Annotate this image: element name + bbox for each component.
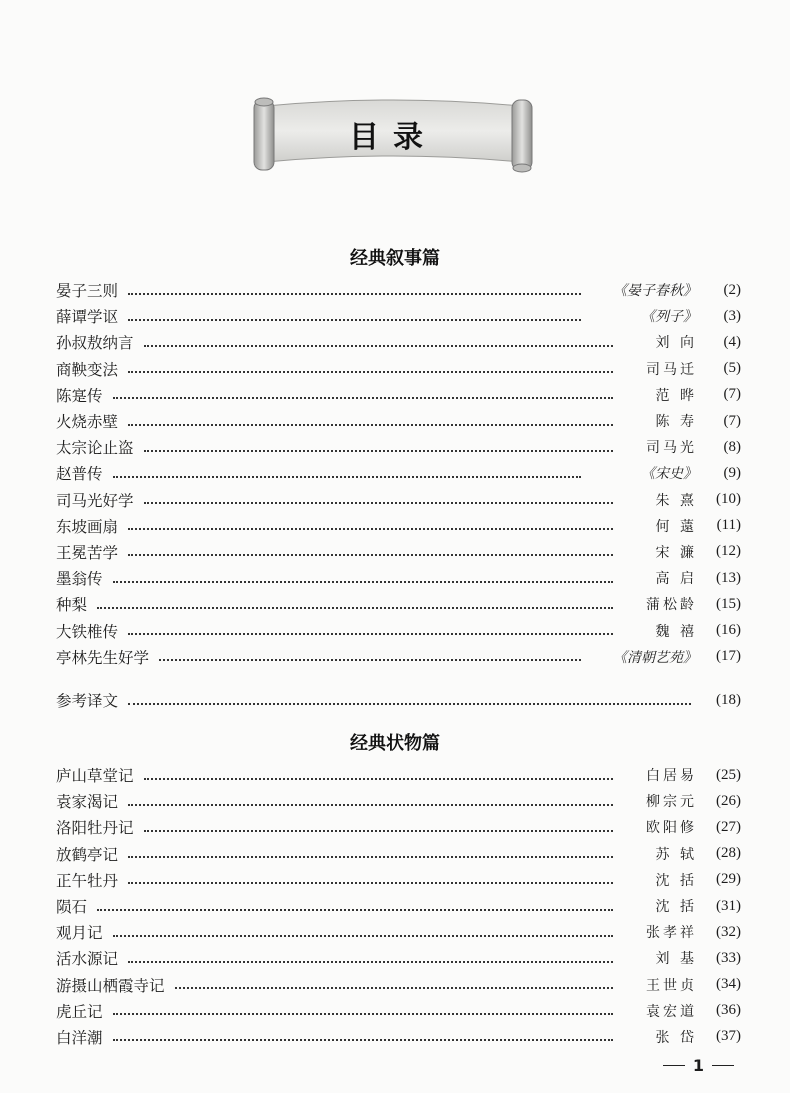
toc-row[interactable]: [56, 893, 741, 919]
toc-row[interactable]: [56, 788, 741, 814]
leader-dots: [128, 632, 613, 635]
toc-entry-title: 陈寔传: [56, 386, 103, 405]
toc-entry-page: (13): [716, 569, 741, 586]
toc-entry-author: 魏 禧: [655, 623, 697, 640]
toc-row[interactable]: [56, 841, 741, 867]
toc-entry-author: 《清朝艺苑》: [613, 649, 697, 666]
toc-entry-author: 朱 熹: [655, 492, 697, 509]
toc-entry-page: (3): [723, 307, 741, 324]
toc-entry-author: 张 岱: [655, 1029, 697, 1046]
toc-entry-page: (26): [716, 792, 741, 809]
toc-entry-title: 种梨: [56, 596, 88, 615]
toc-entry-author: 范 晔: [655, 387, 697, 404]
folio-dash-right: [712, 1065, 734, 1067]
toc-entry-author: 沈 括: [655, 899, 697, 916]
title-scroll-banner: [248, 92, 538, 178]
toc-entry-title: 放鹤亭记: [56, 845, 119, 864]
toc-row[interactable]: [56, 487, 741, 513]
toc-entry-author: 蒲松龄: [646, 597, 697, 614]
toc-row[interactable]: [56, 762, 741, 788]
toc-entry-title: 司马光好学: [56, 491, 134, 510]
toc-entry-title: 晏子三则: [56, 282, 119, 301]
toc-entry-title: 虎丘记: [56, 1002, 103, 1021]
leader-dots: [113, 475, 581, 478]
toc-list-narrative: [56, 277, 741, 670]
toc-entry-title: 王冕苦学: [56, 543, 119, 562]
toc-entry-page: (9): [723, 464, 741, 481]
leader-dots: [128, 318, 581, 321]
toc-entry-title: 东坡画扇: [56, 517, 119, 536]
leader-dots: [97, 908, 613, 911]
toc-list-descriptive: [56, 762, 741, 1050]
section-title-descriptive: 经典状物篇: [350, 733, 440, 754]
toc-entry-author: 《晏子春秋》: [613, 283, 697, 300]
toc-entry-author: 刘 基: [655, 951, 697, 968]
toc-entry-page: (37): [716, 1028, 741, 1045]
toc-entry-title: 正午牡丹: [56, 871, 119, 890]
toc-entry-title: 观月记: [56, 924, 103, 943]
toc-entry-title: 薛谭学讴: [56, 308, 119, 327]
toc-row[interactable]: [56, 303, 741, 329]
leader-dots: [128, 292, 581, 295]
toc-entry-author: 陈 寿: [655, 414, 697, 431]
toc-entry-title: 火烧赤壁: [56, 413, 119, 432]
toc-entry-author: 沈 括: [655, 872, 697, 889]
toc-row[interactable]: [56, 565, 741, 591]
toc-entry-title: 亭林先生好学: [56, 648, 150, 667]
leader-dots: [128, 855, 613, 858]
leader-dots: [128, 803, 613, 806]
toc-row[interactable]: [56, 277, 741, 303]
toc-entry-page: (11): [716, 517, 741, 534]
toc-entry-title: 袁家渴记: [56, 793, 119, 812]
toc-row[interactable]: [56, 329, 741, 355]
leader-dots: [128, 370, 613, 373]
toc-entry-page: (12): [716, 543, 741, 560]
toc-entry-author: 司马迁: [646, 361, 697, 378]
toc-row[interactable]: [56, 356, 741, 382]
toc-row[interactable]: [56, 591, 741, 617]
toc-entry-author: 欧阳修: [646, 820, 697, 837]
toc-row[interactable]: [56, 617, 741, 643]
leader-dots: [128, 423, 613, 426]
page-number: 1: [692, 1056, 704, 1075]
toc-row-reference[interactable]: [56, 687, 741, 713]
toc-row[interactable]: [56, 945, 741, 971]
toc-entry-author: 苏 轼: [655, 846, 697, 863]
leader-dots: [113, 580, 613, 583]
toc-entry-author: 袁宏道: [646, 1003, 697, 1020]
leader-dots: [113, 396, 613, 399]
toc-row[interactable]: [56, 460, 741, 486]
toc-entry-title: 白洋潮: [56, 1028, 103, 1047]
toc-entry-page: (18): [716, 691, 741, 708]
leader-dots: [128, 702, 691, 705]
toc-entry-title: 参考译文: [56, 692, 119, 711]
toc-row[interactable]: [56, 382, 741, 408]
toc-entry-title: 洛阳牡丹记: [56, 819, 134, 838]
toc-entry-page: (10): [716, 491, 741, 508]
toc-entry-author: 王世贞: [646, 977, 697, 994]
folio-dash-left: [663, 1065, 685, 1067]
toc-row[interactable]: [56, 972, 741, 998]
leader-dots: [128, 881, 613, 884]
section-title-narrative: 经典叙事篇: [350, 248, 440, 269]
toc-entry-author: 高 启: [655, 571, 697, 588]
toc-entry-page: (29): [716, 871, 741, 888]
toc-entry-page: (5): [723, 360, 741, 377]
page-folio: [663, 1056, 734, 1075]
toc-entry-author: 白居易: [646, 768, 697, 785]
leader-dots: [144, 829, 613, 832]
toc-entry-page: (34): [716, 976, 741, 993]
toc-row[interactable]: [56, 539, 741, 565]
toc-row[interactable]: [56, 434, 741, 460]
leader-dots: [144, 344, 613, 347]
toc-row[interactable]: [56, 867, 741, 893]
toc-entry-title: 大铁椎传: [56, 622, 119, 641]
toc-row[interactable]: [56, 919, 741, 945]
toc-entry-page: (31): [716, 897, 741, 914]
toc-entry-title: 陨石: [56, 898, 88, 917]
leader-dots: [128, 553, 613, 556]
toc-entry-page: (36): [716, 1002, 741, 1019]
toc-entry-page: (15): [716, 595, 741, 612]
toc-entry-page: (7): [723, 386, 741, 403]
toc-entry-title: 墨翁传: [56, 570, 103, 589]
toc-entry-page: (33): [716, 949, 741, 966]
toc-row[interactable]: [56, 513, 741, 539]
toc-entry-page: (4): [723, 333, 741, 350]
toc-entry-title: 活水源记: [56, 950, 119, 969]
leader-dots: [144, 501, 613, 504]
page-title: 目录: [349, 120, 437, 155]
toc-entry-author: 宋 濂: [655, 544, 697, 561]
toc-entry-title: 商鞅变法: [56, 360, 119, 379]
toc-entry-page: (32): [716, 923, 741, 940]
toc-entry-page: (7): [723, 412, 741, 429]
toc-entry-title: 庐山草堂记: [56, 767, 134, 786]
toc-entry-page: (8): [723, 438, 741, 455]
toc-row[interactable]: [56, 1024, 741, 1050]
toc-entry-title: 游摄山栖霞寺记: [56, 976, 165, 995]
leader-dots: [144, 449, 613, 452]
toc-row[interactable]: [56, 408, 741, 434]
toc-entry-title: 赵普传: [56, 465, 103, 484]
toc-entry-page: (2): [723, 281, 741, 298]
toc-entry-page: (27): [716, 818, 741, 835]
leader-dots: [175, 986, 613, 989]
toc-entry-page: (17): [716, 648, 741, 665]
toc-entry-author: 刘 向: [655, 335, 697, 352]
toc-entry-page: (25): [716, 766, 741, 783]
toc-entry-title: 孙叔敖纳言: [56, 334, 134, 353]
leader-dots: [113, 1038, 613, 1041]
leader-dots: [97, 606, 613, 609]
toc-row[interactable]: [56, 998, 741, 1024]
leader-dots: [113, 934, 613, 937]
toc-entry-page: (16): [716, 622, 741, 639]
toc-entry-page: (28): [716, 845, 741, 862]
toc-entry-author: 司马光: [646, 440, 697, 457]
leader-dots: [128, 527, 613, 530]
leader-dots: [128, 960, 613, 963]
toc-entry-author: 《列子》: [641, 309, 697, 326]
toc-entry-author: 何 薳: [655, 518, 697, 535]
toc-row[interactable]: [56, 644, 741, 670]
leader-dots: [159, 658, 581, 661]
toc-entry-author: 柳宗元: [646, 794, 697, 811]
toc-entry-title: 太宗论止盗: [56, 439, 134, 458]
leader-dots: [113, 1012, 613, 1015]
toc-row[interactable]: [56, 814, 741, 840]
toc-entry-author: 张孝祥: [646, 925, 697, 942]
leader-dots: [144, 777, 613, 780]
toc-entry-author: 《宋史》: [641, 466, 697, 483]
